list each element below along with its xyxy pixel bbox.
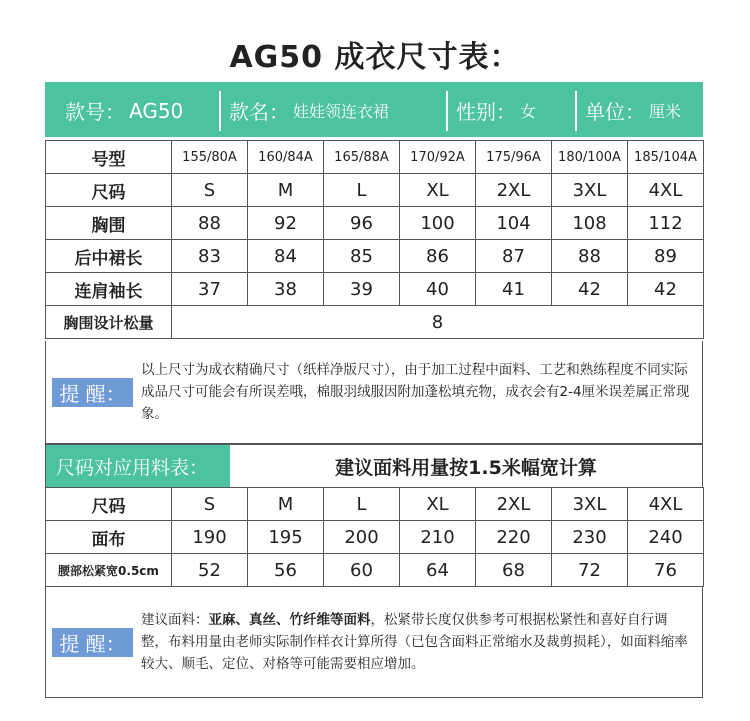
reminder-tag: 提 醒： <box>52 628 133 657</box>
size-table <box>45 140 704 339</box>
sleeve-cell: 41 <box>476 273 552 306</box>
main-fabric-header: 面布 <box>46 521 172 554</box>
reminder-prefix: 建议面料： <box>141 612 209 628</box>
sleeve-header: 连肩袖长 <box>46 273 172 306</box>
recommended-fabrics: 亚麻、真丝、竹纤维等面料 <box>208 612 371 628</box>
ease-row <box>46 306 704 339</box>
back-length-cell: 88 <box>552 240 628 273</box>
back-length-row <box>46 240 704 273</box>
sleeve-row <box>46 273 704 306</box>
reminder-text: 以上尺寸为成衣精确尺寸（纸样净版尺寸），由于加工过程中面料、工艺和熟练程度不同实际成品尺寸可能会有所误差哦，棉服羽绒服因附加蓬松填充物，成衣会有2-4厘米误差属正常现象。 <box>141 362 690 422</box>
product-info-bar <box>45 82 703 137</box>
back-length-cell: 86 <box>400 240 476 273</box>
fabric-section-header <box>45 444 703 488</box>
waist-elastic-cell: 72 <box>552 554 628 587</box>
model-cell: 175/96A <box>476 141 552 174</box>
fabric-size-cell: 4XL <box>628 488 704 521</box>
back-length-cell: 89 <box>628 240 704 273</box>
main-fabric-cell: 190 <box>172 521 248 554</box>
reminder-note-2 <box>45 587 703 698</box>
main-fabric-row <box>46 521 704 554</box>
model-cell: 170/92A <box>400 141 476 174</box>
size-cell: 3XL <box>552 174 628 207</box>
fabric-size-row <box>46 488 704 521</box>
sleeve-cell: 42 <box>552 273 628 306</box>
waist-elastic-row <box>46 554 704 587</box>
size-cell: M <box>248 174 324 207</box>
bust-cell: 100 <box>400 207 476 240</box>
waist-elastic-cell: 68 <box>476 554 552 587</box>
bust-cell: 112 <box>628 207 704 240</box>
sleeve-cell: 38 <box>248 273 324 306</box>
model-header: 号型 <box>46 141 172 174</box>
gender-value: 女 <box>520 102 537 121</box>
size-cell: 2XL <box>476 174 552 207</box>
back-length-cell: 83 <box>172 240 248 273</box>
unit-label: 单位： <box>585 100 645 124</box>
bust-cell: 108 <box>552 207 628 240</box>
unit-field <box>577 91 703 131</box>
waist-elastic-cell: 52 <box>172 554 248 587</box>
sleeve-cell: 37 <box>172 273 248 306</box>
style-name-label: 款名： <box>229 100 289 124</box>
main-fabric-cell: 220 <box>476 521 552 554</box>
bust-row <box>46 207 704 240</box>
back-length-cell: 87 <box>476 240 552 273</box>
main-fabric-cell: 240 <box>628 521 704 554</box>
reminder-text <box>141 609 694 675</box>
size-header: 尺码 <box>46 174 172 207</box>
size-cell: XL <box>400 174 476 207</box>
ease-value: 8 <box>172 306 704 339</box>
style-number-value: AG50 <box>129 98 184 123</box>
fabric-size-cell: 3XL <box>552 488 628 521</box>
waist-elastic-header: 腰部松紧宽0.5cm <box>46 554 172 587</box>
fabric-size-cell: 2XL <box>476 488 552 521</box>
bust-cell: 104 <box>476 207 552 240</box>
model-row <box>46 141 704 174</box>
reminder-tag: 提 醒： <box>52 378 133 407</box>
main-fabric-cell: 195 <box>248 521 324 554</box>
style-name-field <box>221 91 448 131</box>
fabric-section-title: 尺码对应用料表： <box>46 445 230 488</box>
model-cell: 185/104A <box>628 141 704 174</box>
bust-cell: 88 <box>172 207 248 240</box>
sleeve-cell: 42 <box>628 273 704 306</box>
gender-field <box>448 91 577 131</box>
fabric-size-cell: M <box>248 488 324 521</box>
sleeve-cell: 40 <box>400 273 476 306</box>
fabric-calc-note: 建议面料用量按1.5米幅宽计算 <box>335 457 597 479</box>
unit-value: 厘米 <box>649 102 682 121</box>
back-length-cell: 85 <box>324 240 400 273</box>
bust-header: 胸围 <box>46 207 172 240</box>
size-cell: 4XL <box>628 174 704 207</box>
back-length-cell: 84 <box>248 240 324 273</box>
model-cell: 155/80A <box>172 141 248 174</box>
back-length-header: 后中裙长 <box>46 240 172 273</box>
reminder-body: ，松紧带长度仅供参考可根据松紧性和喜好自行调整，布料用量由老师实际制作样衣计算所得（已包含面料正常缩水及裁剪损耗），如面料缩率较大、顺毛、定位、对格等可能需要相应增加。 <box>141 612 688 672</box>
fabric-size-cell: S <box>172 488 248 521</box>
waist-elastic-cell: 56 <box>248 554 324 587</box>
style-number-label: 款号： <box>65 100 125 124</box>
model-cell: 160/84A <box>248 141 324 174</box>
fabric-table <box>45 487 704 587</box>
model-cell: 180/100A <box>552 141 628 174</box>
bust-cell: 96 <box>324 207 400 240</box>
size-cell: S <box>172 174 248 207</box>
ease-header: 胸围设计松量 <box>46 306 172 339</box>
main-fabric-cell: 200 <box>324 521 400 554</box>
model-cell: 165/88A <box>324 141 400 174</box>
fabric-size-cell: XL <box>400 488 476 521</box>
bust-cell: 92 <box>248 207 324 240</box>
waist-elastic-cell: 60 <box>324 554 400 587</box>
main-fabric-cell: 210 <box>400 521 476 554</box>
reminder-note-1 <box>45 341 703 444</box>
size-row <box>46 174 704 207</box>
main-fabric-cell: 230 <box>552 521 628 554</box>
sleeve-cell: 39 <box>324 273 400 306</box>
style-name-value: 娃娃领连衣裙 <box>293 102 390 121</box>
page-title: AG50 成衣尺寸表： <box>229 40 521 75</box>
fabric-size-cell: L <box>324 488 400 521</box>
waist-elastic-cell: 76 <box>628 554 704 587</box>
waist-elastic-cell: 64 <box>400 554 476 587</box>
style-number-field <box>45 91 221 131</box>
gender-label: 性别： <box>456 100 516 124</box>
fabric-size-header: 尺码 <box>46 488 172 521</box>
size-cell: L <box>324 174 400 207</box>
